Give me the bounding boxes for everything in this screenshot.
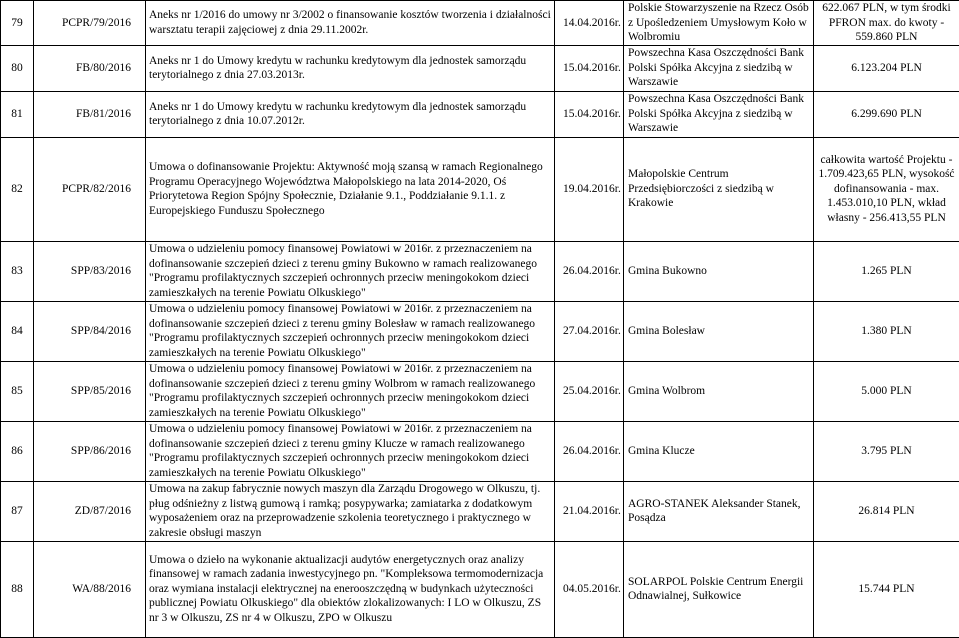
row-number: 86 — [1, 421, 34, 481]
contract-description: Aneks nr 1/2016 do umowy nr 3/2002 o finansowanie kosztów tworzenia i działalności warsztatu terapii zajęciowej z dnia 29.11.2002r. — [146, 1, 555, 46]
table-row — [1, 45, 959, 91]
contract-party: Gmina Bolesław — [624, 301, 814, 361]
contract-description: Umowa na zakup fabrycznie nowych maszyn dla Zarządu Drogowego w Olkuszu, tj. pług odśnieżny z listwą gumową i ramką; posypywarka; zamiatarka z dodatkowym wyposażeniem oraz na przeprowadzenie szkolenia teoretycznego i praktycznego w zakresie obsługi maszyn — [146, 481, 555, 541]
contract-date: 27.04.2016r. — [555, 301, 624, 361]
contract-amount: 622.067 PLN, w tym środki PFRON max. do kwoty - 559.860 PLN — [814, 1, 959, 46]
contract-number: SPP/83/2016 — [34, 241, 146, 301]
contract-amount: 5.000 PLN — [814, 361, 959, 421]
row-number: 87 — [1, 481, 34, 541]
contract-number: SPP/84/2016 — [34, 301, 146, 361]
table-row — [1, 91, 959, 137]
contract-amount: 1.380 PLN — [814, 301, 959, 361]
contract-date: 14.04.2016r. — [555, 1, 624, 46]
contract-number: ZD/87/2016 — [34, 481, 146, 541]
row-number: 84 — [1, 301, 34, 361]
contract-party: Powszechna Kasa Oszczędności Bank Polski Spółka Akcyjna z siedzibą w Warszawie — [624, 45, 814, 91]
contract-number: PCPR/82/2016 — [34, 137, 146, 241]
contract-description: Umowa o dzieło na wykonanie aktualizacji audytów energetycznych oraz analizy finansowej w ramach zadania inwestycyjnego pn. "Kompleksowa termomodernizacja oraz wymiana instalacji elektrycznej na enerooszczędną w budynkach użyteczności publicznej Powiatu Olkuskiego" dla obiektów zlokalizowanych: I LO w Olkuszu, ZS nr 3 w Olkuszu, ZS nr 4 w Olkuszu, ZPO w Olkuszu — [146, 541, 555, 637]
contract-party: Polskie Stowarzyszenie na Rzecz Osób z Upośledzeniem Umysłowym Koło w Wolbromiu — [624, 1, 814, 46]
contract-amount: 15.744 PLN — [814, 541, 959, 637]
table-row — [1, 481, 959, 541]
contract-date: 26.04.2016r. — [555, 421, 624, 481]
contract-party: Powszechna Kasa Oszczędności Bank Polski Spółka Akcyjna z siedzibą w Warszawie — [624, 91, 814, 137]
contract-number: PCPR/79/2016 — [34, 1, 146, 46]
contract-amount: 6.299.690 PLN — [814, 91, 959, 137]
contract-party: AGRO-STANEK Aleksander Stanek, Posądza — [624, 481, 814, 541]
contract-date: 04.05.2016r. — [555, 541, 624, 637]
table-row — [1, 421, 959, 481]
contract-party: Gmina Wolbrom — [624, 361, 814, 421]
contract-number: SPP/85/2016 — [34, 361, 146, 421]
contract-amount: całkowita wartość Projektu - 1.709.423,65 PLN, wysokość dofinansowania - max. 1.453.010,10 PLN, wkład własny - 256.413,55 PLN — [814, 137, 959, 241]
row-number: 80 — [1, 45, 34, 91]
contract-date: 25.04.2016r. — [555, 361, 624, 421]
row-number: 81 — [1, 91, 34, 137]
contract-date: 15.04.2016r. — [555, 91, 624, 137]
contract-party: Gmina Bukowno — [624, 241, 814, 301]
contract-number: FB/80/2016 — [34, 45, 146, 91]
table-row — [1, 541, 959, 637]
table-row — [1, 137, 959, 241]
table-row — [1, 301, 959, 361]
contract-amount: 1.265 PLN — [814, 241, 959, 301]
contract-party: Małopolskie Centrum Przedsiębiorczości z siedzibą w Krakowie — [624, 137, 814, 241]
table-row — [1, 241, 959, 301]
contract-date: 21.04.2016r. — [555, 481, 624, 541]
row-number: 79 — [1, 1, 34, 46]
contract-number: WA/88/2016 — [34, 541, 146, 637]
contract-description: Aneks nr 1 do Umowy kredytu w rachunku kredytowym dla jednostek samorządu terytorialnego z dnia 27.03.2013r. — [146, 45, 555, 91]
contract-party: SOLARPOL Polskie Centrum Energii Odnawialnej, Sułkowice — [624, 541, 814, 637]
contract-description: Umowa o dofinansowanie Projektu: Aktywność moją szansą w ramach Regionalnego Programu Operacyjnego Województwa Małopolskiego na lata 2014-2020, Oś Priorytetowa Region Spójny Społecznie, Działanie 9.1., Poddziałanie 9.1.1. z Europejskiego Funduszu Społecznego — [146, 137, 555, 241]
contract-date: 26.04.2016r. — [555, 241, 624, 301]
contract-number: FB/81/2016 — [34, 91, 146, 137]
table-row — [1, 361, 959, 421]
contract-description: Umowa o udzieleniu pomocy finansowej Powiatowi w 2016r. z przeznaczeniem na dofinansowanie szczepień dzieci z terenu gminy Wolbrom w ramach realizowanego "Programu profilaktycznych szczepień ochronnych przeciw meningokokom dzieci zamieszkałych na terenie Powiatu Olkuskiego" — [146, 361, 555, 421]
contract-description: Umowa o udzieleniu pomocy finansowej Powiatowi w 2016r. z przeznaczeniem na dofinansowanie szczepień dzieci z terenu gminy Bolesław w ramach realizowanego "Programu profilaktycznych szczepień ochronnych przeciw meningokokom dzieci zamieszkałych na terenie Powiatu Olkuskiego" — [146, 301, 555, 361]
contract-description: Aneks nr 1 do Umowy kredytu w rachunku kredytowym dla jednostek samorządu terytorialnego z dnia 10.07.2012r. — [146, 91, 555, 137]
contract-date: 15.04.2016r. — [555, 45, 624, 91]
row-number: 88 — [1, 541, 34, 637]
table-row — [1, 1, 959, 46]
contract-description: Umowa o udzieleniu pomocy finansowej Powiatowi w 2016r. z przeznaczeniem na dofinansowanie szczepień dzieci z terenu gminy Bukowno w ramach realizowanego "Programu profilaktycznych szczepień ochronnych przeciw meningokokom dzieci zamieszkałych na terenie Powiatu Olkuskiego" — [146, 241, 555, 301]
contract-amount: 6.123.204 PLN — [814, 45, 959, 91]
contract-description: Umowa o udzieleniu pomocy finansowej Powiatowi w 2016r. z przeznaczeniem na dofinansowanie szczepień dzieci z terenu gminy Klucze w ramach realizowanego "Programu profilaktycznych szczepień ochronnych przeciw meningokokom dzieci zamieszkałych na terenie Powiatu Olkuskiego" — [146, 421, 555, 481]
row-number: 85 — [1, 361, 34, 421]
contract-amount: 3.795 PLN — [814, 421, 959, 481]
contract-amount: 26.814 PLN — [814, 481, 959, 541]
contract-number: SPP/86/2016 — [34, 421, 146, 481]
contract-date: 19.04.2016r. — [555, 137, 624, 241]
row-number: 82 — [1, 137, 34, 241]
row-number: 83 — [1, 241, 34, 301]
contract-party: Gmina Klucze — [624, 421, 814, 481]
